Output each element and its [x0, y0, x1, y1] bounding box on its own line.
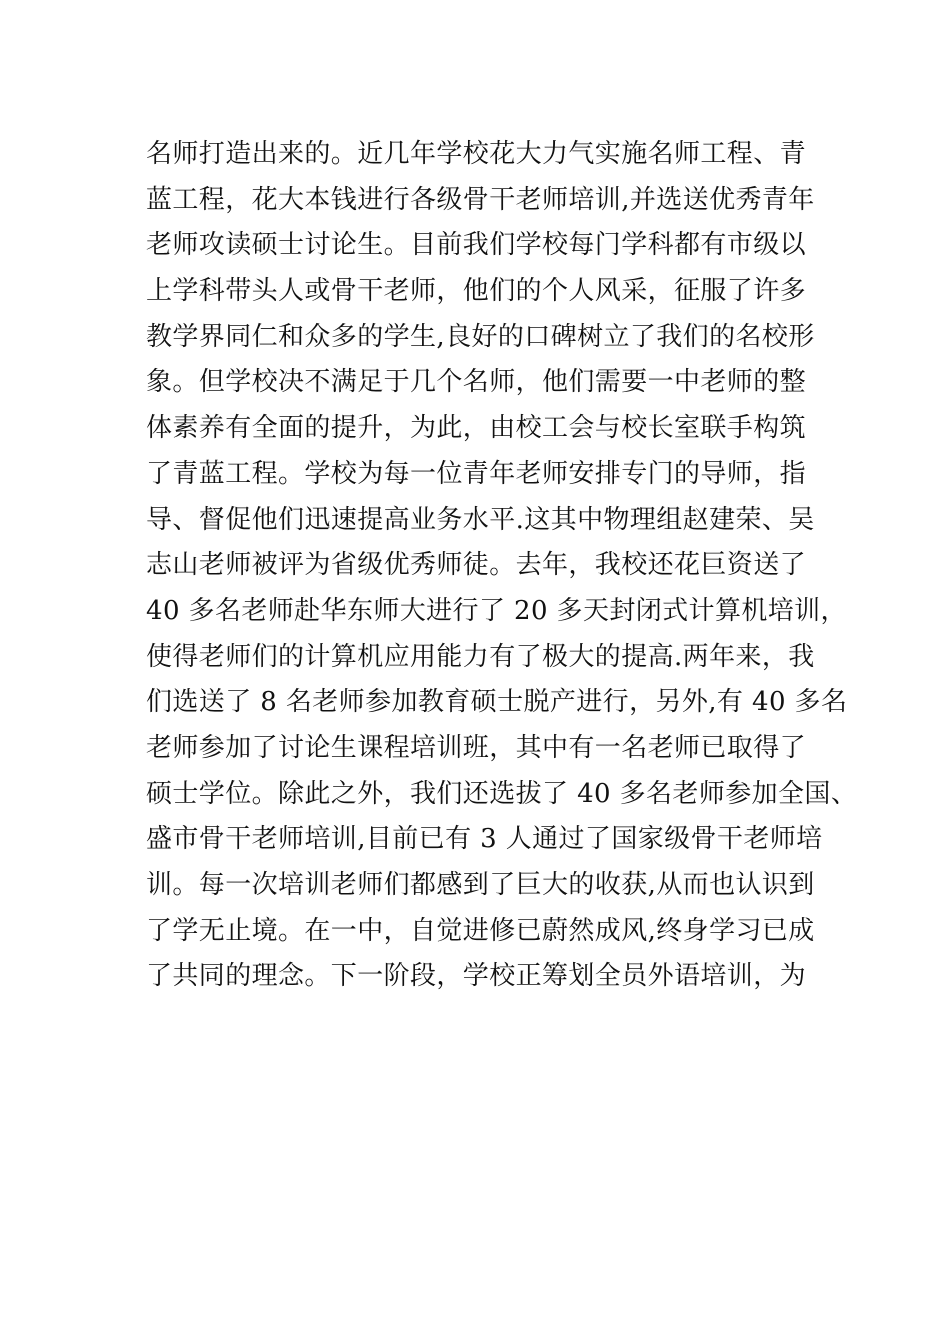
- text-line-4: 上学科带头人或骨干老师，他们的个人风采，征服了许多: [146, 276, 807, 307]
- text-line-14: 老师参加了讨论生课程培训班，其中有一名老师已取得了: [146, 732, 807, 763]
- text-line-7: 体素养有全面的提升，为此，由校工会与校长室联手构筑: [146, 413, 807, 444]
- text-line-17: 训。每一次培训老师们都感到了巨大的收获,从而也认识到: [146, 870, 815, 900]
- text-line-2: 蓝工程，花大本钱进行各级骨干老师培训,并选送优秀青年: [146, 184, 815, 215]
- text-line-9: 导、督促他们迅速提高业务水平.这其中物理组赵建荣、吴: [146, 504, 815, 535]
- text-line-16: 盛市骨干老师培训,目前已有 3 人通过了国家级骨干老师培: [146, 824, 823, 855]
- text-line-12: 使得老师们的计算机应用能力有了极大的提高.两年来，我: [146, 641, 815, 672]
- text-line-3: 老师攻读硕士讨论生。目前我们学校每门学科都有市级以: [146, 230, 807, 261]
- text-line-15: 硕士学位。除此之外，我们还选拔了 40 多名老师参加全国、: [146, 778, 858, 809]
- text-line-11: 40 多名老师赴华东师大进行了 20 多天封闭式计算机培训，: [146, 595, 847, 626]
- text-line-10: 志山老师被评为省级优秀师徒。去年，我校还花巨资送了: [146, 550, 807, 581]
- text-line-13: 们选送了 8 名老师参加教育硕士脱产进行，另外,有 40 多名: [146, 687, 848, 718]
- body-paragraph: [146, 132, 858, 1000]
- text-line-19: 了共同的理念。下一阶段，学校正筹划全员外语培训，为: [146, 961, 807, 992]
- text-line-6: 象。但学校决不满足于几个名师，他们需要一中老师的整: [146, 367, 807, 398]
- text-line-8: 了青蓝工程。学校为每一位青年老师安排专门的导师，指: [146, 458, 807, 489]
- text-line-1: 名师打造出来的。近几年学校花大力气实施名师工程、青: [146, 139, 807, 169]
- text-line-5: 教学界同仁和众多的学生,良好的口碑树立了我们的名校形: [146, 321, 815, 352]
- text-line-18: 了学无止境。在一中，自觉进修已蔚然成风,终身学习已成: [146, 915, 815, 946]
